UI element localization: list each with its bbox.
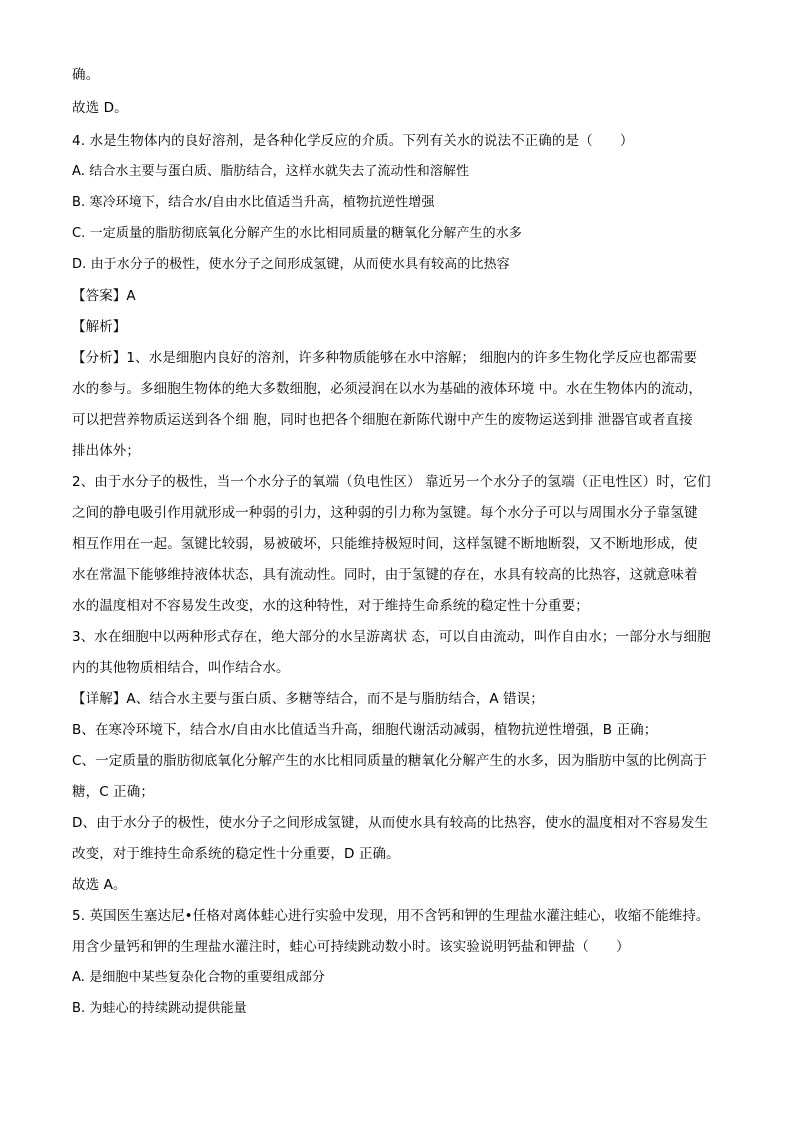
analysis-paragraph: 内的其他物质相结合，叫作结合水。 bbox=[72, 660, 290, 676]
analysis-paragraph: 3、水在细胞中以两种形式存在，绝大部分的水呈游离状 态，可以自由流动，叫作自由水；一部分水与细胞 bbox=[72, 629, 711, 645]
analysis-paragraph: 水的温度相对不容易发生改变，水的这种特性，对于维持生命系统的稳定性十分重要； bbox=[72, 598, 589, 614]
detail-line: 改变，对于维持生命系统的稳定性十分重要，D 正确。 bbox=[72, 846, 400, 862]
question-4-stem: 4. 水是生物体内的良好溶剂，是各种化学反应的介质。下列有关水的说法不正确的是（ ） bbox=[72, 133, 634, 149]
analysis-paragraph: 水的参与。多细胞生物体的绝大多数细胞，必须浸润在以水为基础的液体环境 中。水在生物体内的流动， bbox=[72, 381, 702, 397]
detail-line: 糖，C 正确； bbox=[72, 784, 154, 800]
answer-heading: 【答案】A bbox=[72, 288, 136, 304]
option-b: B. 寒冷环境下，结合水/自由水比值适当升高，植物抗逆性增强 bbox=[72, 195, 435, 210]
option-d: D. 由于水分子的极性，使水分子之间形成氢键，从而使水具有较高的比热容 bbox=[72, 257, 510, 272]
analysis-paragraph: 2、由于水分子的极性，当一个水分子的氧端（负电性区） 靠近另一个水分子的氢端（正电性区）时，它们 bbox=[72, 474, 711, 490]
analysis-heading: 【解析】 bbox=[72, 319, 127, 335]
option-a: A. 是细胞中某些复杂化合物的重要组成部分 bbox=[72, 970, 326, 985]
text-line: 故选 D。 bbox=[72, 100, 128, 116]
detail-line: B、在寒冷环境下，结合水/自由水比值适当升高，细胞代谢活动减弱，植物抗逆性增强，B 正确； bbox=[72, 722, 658, 738]
analysis-paragraph: 可以把营养物质运送到各个细 胞，同时也把各个细胞在新陈代谢中产生的废物运送到排 泄器官或者直接 bbox=[72, 412, 693, 428]
analysis-paragraph: 排出体外； bbox=[72, 443, 140, 459]
question-5-stem: 5. 英国医生塞达尼•任格对离体蛙心进行实验中发现，用不含钙和钾的生理盐水灌注蛙心，收缩不能维持。 bbox=[72, 908, 710, 924]
text-line: 故选 A。 bbox=[72, 877, 127, 893]
analysis-paragraph: 之间的静电吸引作用就形成一种弱的引力，这种弱的引力称为氢键。每个水分子可以与周围水分子靠氢键 bbox=[72, 505, 698, 521]
text-line: 确。 bbox=[72, 67, 100, 83]
detail-line: 【详解】A、结合水主要与蛋白质、多糖等结合，而不是与脂肪结合，A 错误； bbox=[72, 691, 544, 707]
analysis-paragraph: 水在常温下能够维持液体状态，具有流动性。同时，由于氢键的存在，水具有较高的比热容，这就意味着 bbox=[72, 567, 698, 583]
option-a: A. 结合水主要与蛋白质、脂肪结合，这样水就失去了流动性和溶解性 bbox=[72, 164, 470, 179]
detail-line: D、由于水分子的极性，使水分子之间形成氢键，从而使水具有较高的比热容，使水的温度相对不容易发生 bbox=[72, 815, 709, 831]
option-b: B. 为蛙心的持续跳动提供能量 bbox=[72, 1001, 247, 1016]
analysis-paragraph: 相互作用在一起。氢键比较弱，易被破坏，只能维持极短时间，这样氢键不断地断裂，又不断地形成，使 bbox=[72, 536, 698, 552]
option-c: C. 一定质量的脂肪彻底氧化分解产生的水比相同质量的糖氧化分解产生的水多 bbox=[72, 226, 522, 241]
analysis-paragraph: 【分析】1、水是细胞内良好的溶剂，许多种物质能够在水中溶解； 细胞内的许多生物化学反应也都需要 bbox=[72, 350, 698, 366]
question-5-stem: 用含少量钙和钾的生理盐水灌注时，蛙心可持续跳动数小时。该实验说明钙盐和钾盐（ ） bbox=[72, 939, 630, 955]
detail-line: C、一定质量的脂肪彻底氧化分解产生的水比相同质量的糖氧化分解产生的水多，因为脂肪中氢的比例高于 bbox=[72, 753, 708, 769]
